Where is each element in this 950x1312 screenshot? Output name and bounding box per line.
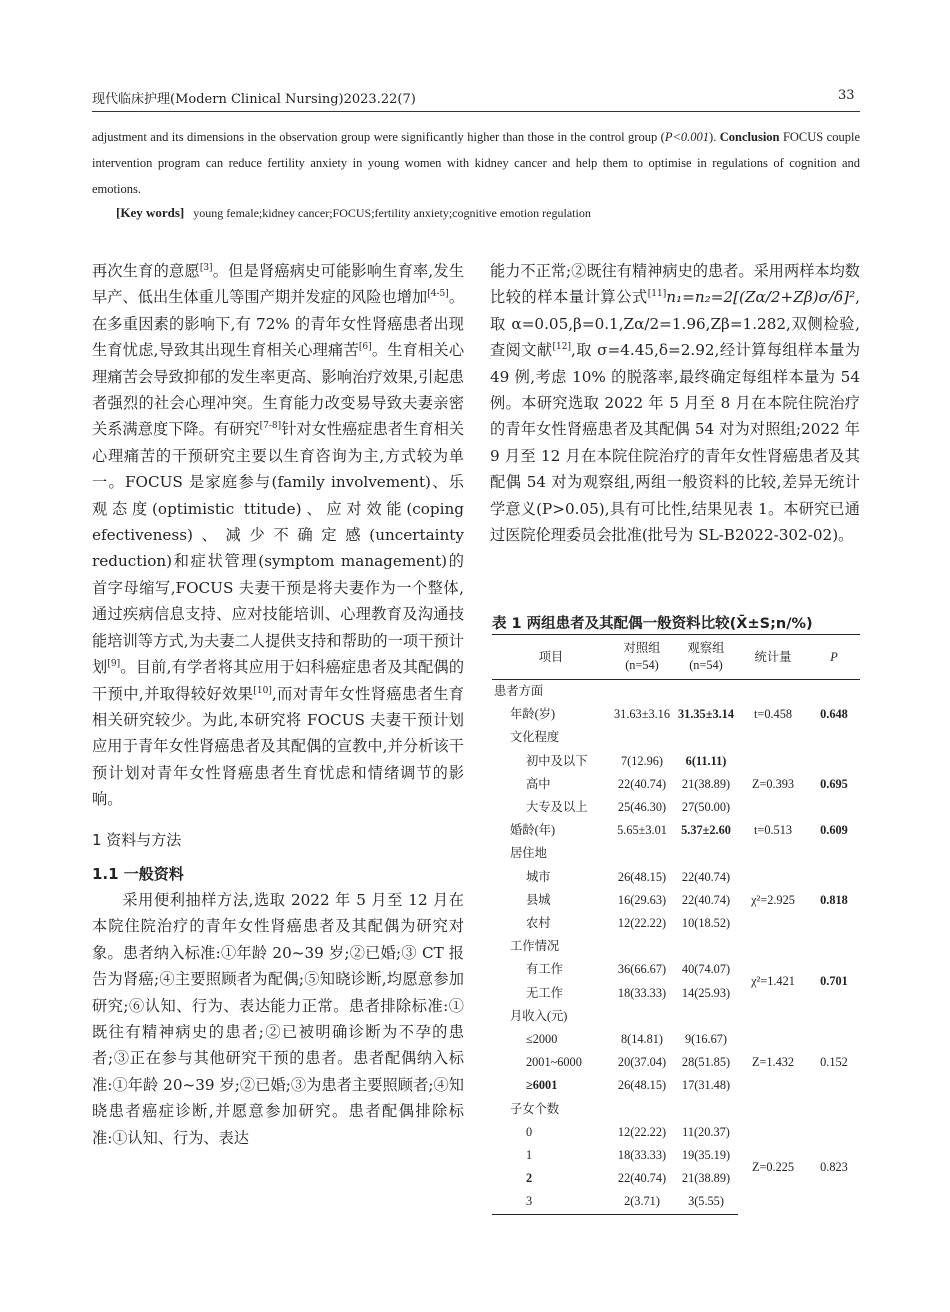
group-label: 居住地 — [510, 846, 547, 861]
english-abstract — [92, 124, 860, 202]
sample-size-formula: n₁=n₂=2[(Zα/2+Zβ)σ/δ]² — [666, 288, 856, 307]
cell: 0.823 — [820, 1159, 848, 1174]
citation: [11] — [647, 289, 667, 300]
cell: 36(66.67) — [617, 962, 667, 977]
conclusion-label: Conclusion — [719, 130, 780, 144]
abstract-text-end: ). — [709, 130, 717, 144]
section-heading-1-1: 1.1 一般资料 — [92, 864, 184, 883]
table-row — [492, 726, 860, 749]
row-label: 1 — [526, 1148, 533, 1163]
cell: 22(40.74) — [617, 1171, 667, 1186]
row-label: ≥6001 — [526, 1078, 558, 1093]
table-row — [492, 750, 860, 773]
header-n: (n=54) — [689, 658, 723, 672]
table-row — [492, 842, 860, 865]
cell: Z=0.225 — [751, 1159, 795, 1174]
header-statistic: 统计量 — [738, 635, 808, 680]
cell: 22(40.74) — [681, 869, 731, 884]
row-label: 城市 — [526, 869, 551, 884]
header-control — [610, 635, 674, 680]
text-run: 针对女性癌症患者生育相关心理痛苦的干预研究主要以生育咨询为主,方式较为单一。FOCUS 是家庭参与(family involvement)、乐观态度(optimistic ttitude)、应对效能(coping efectiveness)、减少不确定感(uncertainty reduction)和症状管理(symptom management)的首字母缩写,FOCUS 夫妻干预是将夫妻作为一个整体,通过疾病信息支持、应对技能培训、心理教育及沟通技能培训等方式,为夫妻二人提供支持和帮助的一项干预计划 — [92, 420, 465, 677]
row-label: 高中 — [526, 776, 551, 791]
cell: t=0.513 — [753, 823, 793, 838]
citation: [12] — [552, 342, 571, 353]
conclusion-text: FOCUS couple intervention program can reduce fertility anxiety in young women with kidney cancer and help them to optimise in regulations of cognition and emotions. — [92, 130, 860, 196]
header-p: P — [808, 635, 860, 680]
citation: [4-5] — [427, 289, 449, 300]
table-caption: 表 1 两组患者及其配偶一般资料比较(X̄±S;n/%) — [492, 616, 813, 632]
cell: 0.648 — [820, 707, 848, 722]
cell: Z=1.432 — [751, 1055, 795, 1070]
header-observation — [674, 635, 738, 680]
page-number: 33 — [838, 88, 855, 103]
row-label: 有工作 — [526, 962, 563, 977]
cell: χ²=1.421 — [751, 974, 795, 989]
cell: 22(40.74) — [617, 776, 667, 791]
row-label: 婚龄(年) — [510, 823, 556, 838]
text-run: 。目前,有学者将其应用于妇科癌症患者及其配偶的干预中,并取得较好效果 — [92, 658, 465, 703]
cell: 18(33.33) — [617, 985, 667, 1000]
cell: 22(40.74) — [681, 892, 731, 907]
cell: 18(33.33) — [617, 1148, 667, 1163]
header-item: 项目 — [492, 635, 610, 680]
section-heading-1: 1 资料与方法 — [92, 830, 182, 849]
text-run: ,取 α=0.05,β=0.1,Zα/2=1.96,Zβ=1.282,双侧检验,查阅文献 — [490, 288, 860, 360]
group-label: 文化程度 — [510, 730, 560, 745]
header-text: 对照组 — [623, 641, 661, 655]
group-label: 工作情况 — [510, 939, 560, 954]
table-row — [492, 703, 860, 726]
table-row — [492, 958, 860, 981]
journal-header: 现代临床护理(Modern Clinical Nursing)2023.22(7) — [92, 92, 416, 107]
cell: 19(35.19) — [681, 1148, 731, 1163]
cell: 3(5.55) — [674, 1190, 738, 1214]
table-row — [492, 819, 860, 842]
row-label: 3 — [492, 1190, 610, 1214]
text-run: 。生育相关心理痛苦会导致抑郁的发生率更高、影响治疗效果,引起患者强烈的社会心理冲突。生育能力改变易导致夫妻亲密关系满意度下降。有研究 — [92, 341, 465, 439]
cell: 0.701 — [820, 974, 848, 989]
cell: 14(25.93) — [681, 985, 731, 1000]
citation: [10] — [253, 685, 272, 696]
cell: Z=0.393 — [751, 776, 795, 791]
group-label: 子女个数 — [510, 1101, 560, 1116]
table-row — [492, 1098, 860, 1121]
cell: 31.63±3.16 — [614, 707, 670, 722]
cell: t=0.458 — [753, 707, 793, 722]
table-row — [492, 1005, 860, 1028]
citation: [9] — [107, 659, 121, 670]
cell: 26(48.15) — [617, 1078, 667, 1093]
abstract-p-value: P<0.001 — [664, 130, 710, 144]
cell: 0.152 — [820, 1055, 848, 1070]
cell: 28(51.85) — [681, 1055, 731, 1070]
cell: 5.65±3.01 — [617, 823, 667, 838]
cell: 21(38.89) — [681, 776, 731, 791]
citation: [3] — [199, 262, 213, 273]
cell: 8(14.81) — [620, 1032, 663, 1047]
cell: 26(48.15) — [617, 869, 667, 884]
cell: 0.695 — [820, 776, 848, 791]
cell: χ²=2.925 — [751, 892, 795, 907]
baseline-table — [492, 634, 860, 1215]
keywords-label: [Key words] — [116, 205, 185, 220]
table-row — [492, 680, 860, 704]
cell: 25(46.30) — [617, 800, 667, 815]
cell: 16(29.63) — [617, 892, 667, 907]
cell: 10(18.52) — [681, 916, 731, 931]
text-run: 再次生育的意愿 — [92, 262, 200, 280]
cell: 20(37.04) — [617, 1055, 667, 1070]
cell: 6(11.11) — [685, 753, 727, 768]
group-label: 患者方面 — [494, 684, 544, 698]
cell: 27(50.00) — [681, 800, 731, 815]
cell: 12(22.22) — [617, 1124, 667, 1139]
table-header-row — [492, 635, 860, 680]
cell: 7(12.96) — [620, 753, 663, 768]
text-run: 。在多重因素的影响下,有 72% 的青年女性肾癌患者出现生育忧虑,导致其出现生育相关心理痛苦 — [92, 288, 465, 360]
cell: 0.818 — [820, 892, 848, 907]
abstract-text: adjustment and its dimensions in the observation group were significantly higher than those in the control group ( — [92, 130, 665, 144]
row-label: 无工作 — [526, 985, 563, 1000]
cell: 21(38.89) — [681, 1171, 731, 1186]
header-n: (n=54) — [625, 658, 659, 672]
cell: 2(3.71) — [610, 1190, 674, 1214]
right-column — [490, 258, 860, 548]
cell: 12(22.22) — [617, 916, 667, 931]
cell: 5.37±2.60 — [681, 823, 731, 838]
citation: [6] — [358, 342, 372, 353]
cell: 17(31.48) — [681, 1078, 731, 1093]
cell: 40(74.07) — [681, 962, 731, 977]
cell: 31.35±3.14 — [678, 707, 734, 722]
row-label: 2 — [526, 1171, 533, 1186]
citation: [7-8] — [259, 421, 282, 432]
header-rule — [92, 111, 860, 112]
row-label: 年龄(岁) — [510, 707, 556, 722]
sample-paragraph — [490, 258, 860, 548]
table-row — [492, 935, 860, 958]
row-label: 初中及以下 — [526, 753, 588, 768]
text-run: ,而对青年女性肾癌患者生育相关研究较少。为此,本研究将 FOCUS 夫妻干预计划应用于青年女性肾癌患者及其配偶的宣教中,并分析该干预计划对青年女性肾癌患者生育忧虑和情绪调节的影响。 — [92, 684, 465, 809]
method-paragraph: 采用便利抽样方法,选取 2022 年 5 月至 12 月在本院住院治疗的青年女性肾癌患者及其配偶为研究对象。患者纳入标准:①年龄 20~39 岁;②已婚;③ CT 报告为肾癌;④主要照顾者为配偶;⑤知晓诊断,均愿意参加研究;⑥认知、行为、表达能力正常。患者排除标准:①既往有精神病史的患者;②已被明确诊断为不孕的患者;③正在参与其他研究干预的患者。患者配偶纳入标准:①年龄 20~39 岁;②已婚;③为患者主要照顾者;④知晓患者癌症诊断,并愿意参加研究。患者配偶排除标准:①认知、行为、表达 — [92, 890, 464, 1147]
table-row — [492, 866, 860, 889]
left-column — [92, 258, 464, 1151]
header-text: 观察组 — [687, 641, 725, 655]
keywords-text: young female;kidney cancer;FOCUS;fertility anxiety;cognitive emotion regulation — [193, 206, 591, 220]
row-label: 大专及以上 — [526, 800, 588, 815]
cell: 0.609 — [820, 823, 848, 838]
text-run: ,取 σ=4.45,δ=2.92,经计算每组样本量为 49 例,考虑 10% 的脱落率,最终确定每组样本量为 54 例。本研究选取 2022 年 5 月至 8 月在本院住院治疗的青年女性肾癌患者及其配偶 54 对为对照组;2022 年 9 月至 12 月在本院住院治疗的青年女性肾癌患者及其配偶 54 对为观察组,两组一般资料的比较,差异无统计学意义(P>0.05),具有可比性,结果见表 1。本研究已通过医院伦理委员会批准(批号为 SL-B2022-302-02)。 — [490, 341, 861, 545]
text-run: 能力不正常;②既往有精神病史的患者。采用两样本均数比较的样本量计算公式 — [490, 262, 860, 307]
cell: 9(16.67) — [684, 1032, 727, 1047]
table-row — [492, 1121, 860, 1144]
table-row — [492, 1028, 860, 1051]
cell: 11(20.37) — [682, 1124, 730, 1139]
row-label: 2001~6000 — [526, 1055, 582, 1070]
row-label: 县城 — [526, 892, 551, 907]
group-label: 月收入(元) — [510, 1008, 568, 1023]
text-run: 。但是肾癌病史可能影响生育率,发生早产、低出生体重儿等围产期并发症的风险也增加 — [92, 262, 465, 307]
intro-paragraph — [92, 258, 464, 813]
row-label: 0 — [526, 1124, 533, 1139]
row-label: 农村 — [526, 916, 551, 931]
row-label: ≤2000 — [526, 1032, 558, 1047]
keywords — [116, 205, 591, 221]
